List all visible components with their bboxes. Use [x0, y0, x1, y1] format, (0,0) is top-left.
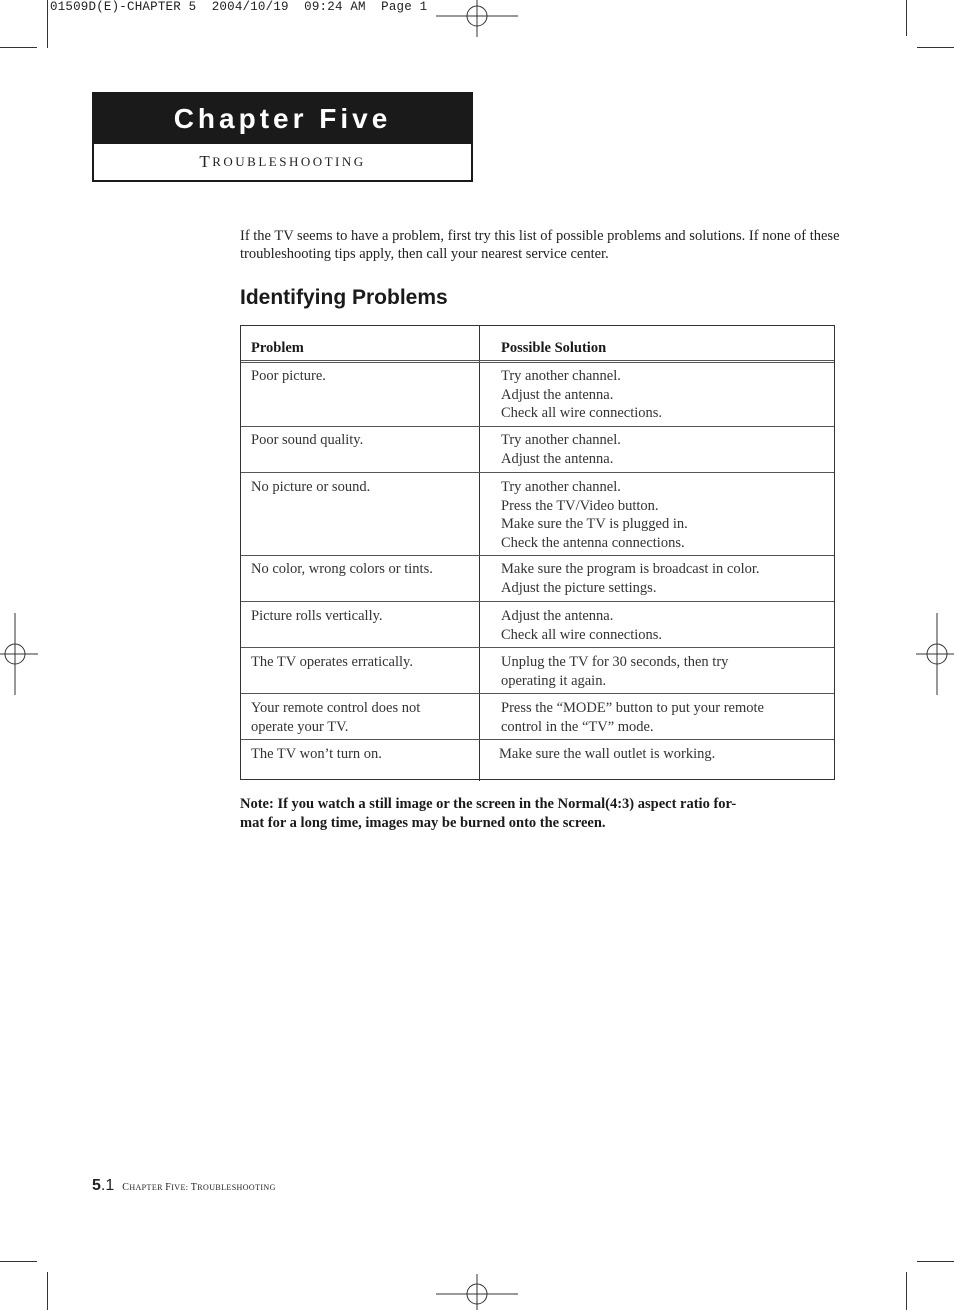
- row-divider: [241, 739, 834, 740]
- chapter-title: Chapter Five: [94, 94, 471, 144]
- solution-cell: Try another channel. Adjust the antenna. Check all wire connections.: [501, 368, 663, 421]
- header-divider: [241, 362, 834, 363]
- problem-cell: No picture or sound.: [251, 479, 371, 495]
- row-divider: [241, 601, 834, 602]
- chapter-subtitle-initial: T: [199, 152, 213, 171]
- troubleshooting-table: [240, 325, 835, 780]
- solution-cell: Press the “MODE” button to put your remote control in the “TV” mode.: [501, 700, 764, 735]
- header-solution: Possible Solution: [501, 340, 607, 356]
- burn-in-note: Note: If you watch a still image or the screen in the Normal(4:3) aspect ratio for- mat for a long time, images may be burned onto the screen.: [240, 796, 737, 831]
- row-divider: [241, 693, 834, 694]
- problem-cell: No color, wrong colors or tints.: [251, 561, 433, 577]
- problem-cell: Your remote control does not operate your TV.: [251, 700, 421, 735]
- registration-mark-icon: [916, 613, 954, 695]
- crop-mark: [906, 1272, 907, 1310]
- crop-mark: [917, 47, 954, 48]
- problem-cell: Picture rolls vertically.: [251, 608, 383, 624]
- row-divider: [241, 555, 834, 556]
- row-divider: [241, 426, 834, 427]
- solution-cell: Try another channel. Adjust the antenna.: [501, 432, 621, 467]
- row-divider: [241, 647, 834, 648]
- solution-cell: Adjust the antenna. Check all wire connections.: [501, 608, 663, 643]
- intro-paragraph: If the TV seems to have a problem, first try this list of possible problems and solutions. If none of these troubleshooting tips apply, then call your nearest service center.: [240, 228, 840, 262]
- solution-cell: Make sure the program is broadcast in color. Adjust the picture settings.: [501, 561, 760, 596]
- problem-cell: The TV operates erratically.: [251, 654, 413, 670]
- crop-mark: [917, 1261, 954, 1262]
- solution-cell: Unplug the TV for 30 seconds, then try operating it again.: [501, 654, 729, 689]
- section-heading: Identifying Problems: [240, 286, 448, 309]
- solution-cell: Try another channel. Press the TV/Video button. Make sure the TV is plugged in. Check the antenna connections.: [501, 479, 688, 551]
- registration-mark-icon: [436, 0, 518, 37]
- column-divider: [479, 326, 480, 781]
- registration-mark-icon: [0, 613, 38, 695]
- problem-cell: Poor picture.: [251, 368, 326, 384]
- page-footer: [92, 1177, 276, 1195]
- header-divider: [241, 360, 834, 361]
- crop-mark: [0, 1261, 37, 1262]
- row-divider: [241, 472, 834, 473]
- footer-chapter-label: CHAPTER FIVE: TROUBLESHOOTING: [122, 1182, 276, 1193]
- chapter-header: [92, 92, 473, 182]
- problem-cell: Poor sound quality.: [251, 432, 364, 448]
- crop-mark: [0, 47, 37, 48]
- header-problem: Problem: [251, 340, 304, 356]
- problem-cell: The TV won’t turn on.: [251, 746, 382, 762]
- registration-mark-icon: [436, 1274, 518, 1310]
- page-number: 5.1: [92, 1177, 115, 1194]
- crop-mark: [47, 1272, 48, 1310]
- solution-cell: Make sure the wall outlet is working.: [499, 746, 716, 762]
- chapter-subtitle-rest: ROUBLESHOOTING: [212, 154, 366, 169]
- crop-mark: [906, 0, 907, 36]
- crop-mark: [47, 0, 48, 48]
- chapter-subtitle: [94, 144, 471, 180]
- print-slug: 01509D(E)-CHAPTER 5 2004/10/19 09:24 AM Page 1: [50, 0, 428, 14]
